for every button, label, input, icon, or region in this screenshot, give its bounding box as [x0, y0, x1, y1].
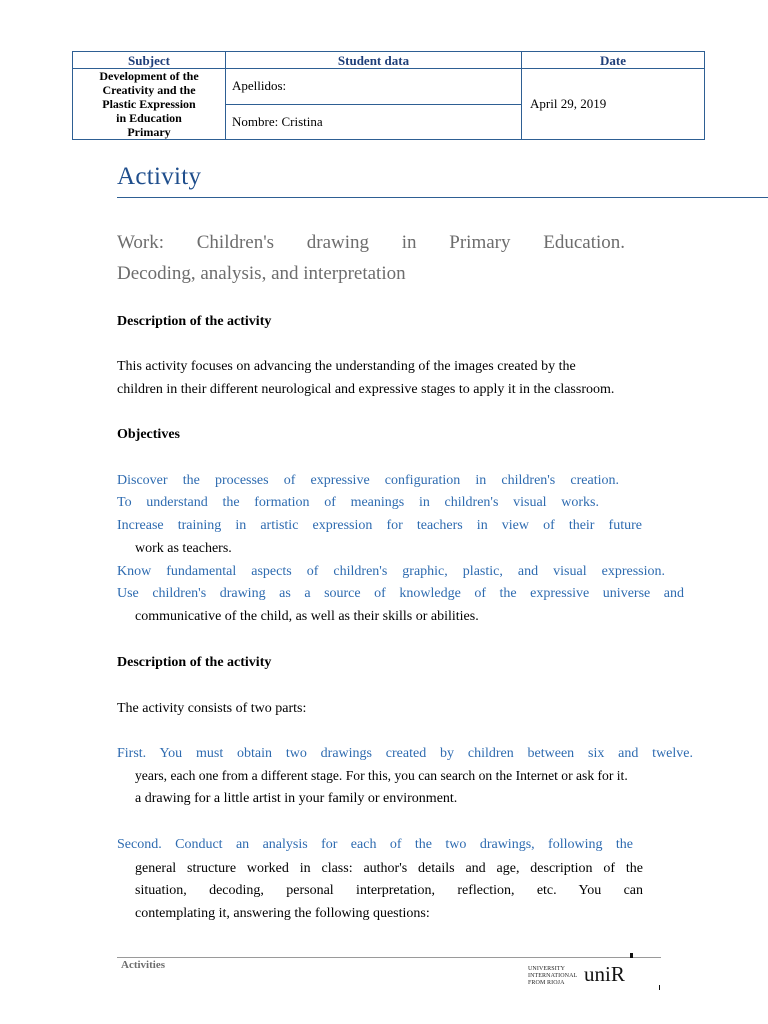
objective-5-continued: communicative of the child, as well as their skills or abilities.	[135, 609, 479, 624]
second-part-line-1: Second. Conduct an analysis for each of the two drawings, following the	[117, 837, 633, 852]
unir-logo: uniR	[584, 962, 625, 986]
work-line-2: Decoding, analysis, and interpretation	[117, 263, 406, 284]
subject-line: Plastic Expression	[102, 97, 196, 111]
header-date-label: Date	[522, 52, 705, 69]
university-logo-text	[528, 966, 577, 987]
logo-small-line: FROM RIOJA	[528, 980, 565, 986]
subject-line: Creativity and the	[102, 83, 196, 97]
objective-3-continued: work as teachers.	[135, 541, 232, 556]
objective-5: Use children's drawing as a source of knowledge of the expressive universe and	[117, 586, 684, 601]
objective-4: Know fundamental aspects of children's graphic, plastic, and visual expression.	[117, 564, 665, 579]
second-part-line-3: situation, decoding, personal interpretation, reflection, etc. You can	[135, 883, 643, 898]
objective-2: To understand the formation of meanings in children's visual works.	[117, 495, 599, 510]
parts-intro: The activity consists of two parts:	[117, 701, 307, 716]
section-heading-description: Description of the activity	[117, 314, 272, 329]
intro-line-2: children in their different neurological and expressive stages to apply it in the classroom.	[117, 382, 615, 397]
first-part-line-1: First. You must obtain two drawings created by children between six and twelve.	[117, 746, 693, 761]
objective-1: Discover the processes of expressive configuration in children's creation.	[117, 473, 619, 488]
intro-line-1: This activity focuses on advancing the understanding of the images created by the	[117, 359, 576, 374]
section-heading-objectives: Objectives	[117, 427, 180, 442]
first-part-line-2: years, each one from a different stage. For this, you can search on the Internet or ask for it.	[135, 768, 628, 783]
footer-divider	[117, 957, 661, 958]
work-line-1: Work: Children's drawing in Primary Education.	[117, 232, 625, 253]
first-part-line-3: a drawing for a little artist in your family or environment.	[135, 791, 458, 806]
apellidos-field: Apellidos:	[226, 69, 522, 105]
footer-label: Activities	[121, 959, 165, 971]
logo-small-line: INTERNATIONAL	[528, 973, 578, 979]
header-table	[72, 51, 705, 140]
subject-line: in Education	[116, 111, 182, 125]
second-part-line-2: general structure worked in class: author's details and age, description of the	[135, 861, 643, 876]
subject-line: Primary	[127, 125, 171, 139]
title-divider	[117, 197, 768, 198]
subject-line: Development of the	[99, 69, 199, 83]
page-mark	[659, 985, 660, 990]
nombre-field: Nombre: Cristina	[226, 104, 522, 140]
page-title: Activity	[117, 163, 202, 190]
header-student-label: Student data	[226, 52, 522, 69]
section-heading-description-2: Description of the activity	[117, 655, 272, 670]
subject-value	[73, 69, 226, 140]
date-value: April 29, 2019	[522, 69, 705, 140]
second-part-line-4: contemplating it, answering the following questions:	[135, 906, 430, 921]
logo-small-line: UNIVERSITY	[528, 966, 565, 972]
logo-accent-mark	[630, 953, 633, 958]
objective-3: Increase training in artistic expression for teachers in view of their future	[117, 518, 642, 533]
work-subtitle	[117, 227, 625, 289]
header-subject-label: Subject	[73, 52, 226, 69]
